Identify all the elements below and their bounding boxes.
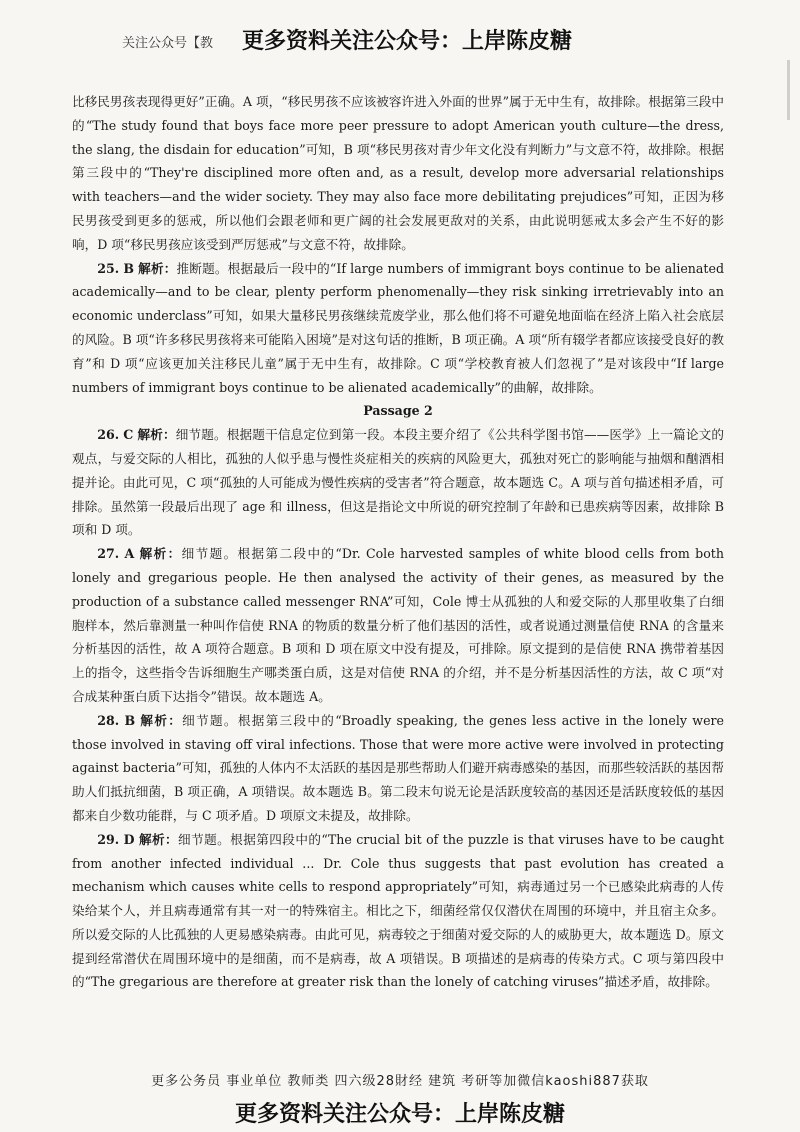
question-number: 26.: [97, 427, 120, 443]
question-26: [72, 423, 724, 542]
answer-letter: B: [123, 260, 134, 276]
header: [0, 22, 800, 62]
analysis-label: 解析：: [140, 712, 183, 728]
footer-note: 更多公务员 事业单位 教师类 四六级28財经 建筑 考研等加微信kaoshi887获取: [151, 1074, 649, 1089]
analysis-text: 细节题。根据第二段中的“Dr. Cole harvested samples of white blood cells from both lonely and gregarious people. He then analysed the activity of their genes, as measured by the production of a substance called messenger RNA”可知，Cole 博士从孤独的人和爱交际的人那里收集了白细胞样本，然后靠测量一种叫作信使 RNA 的物质的数量分析了他们基因的活性，或者说通过测量信使 RNA 的含量来分析基因的活性，故 A 项符合题意。B 项和 D 项在原文中没有提及，可排除。原文提到的是信使 RNA 携带着基因上的指令，这些指令告诉细胞生产哪类蛋白质，这是对信使 RNA 的介绍，并不是分析基因活性的方法，故 C 项“对合成某种蛋白质下达指令”错误。故本题选 A。: [72, 546, 724, 704]
question-number: 28.: [97, 712, 120, 728]
footer-banner: 更多资料关注公众号：上岸陈皮糖: [234, 1102, 565, 1127]
passage-title: Passage 2: [363, 403, 433, 419]
analysis-label: 解析：: [138, 260, 177, 276]
question-27: [72, 542, 724, 709]
analysis-label: 解析：: [137, 427, 176, 443]
answer-letter: B: [124, 712, 136, 728]
document-body: [72, 90, 724, 994]
question-25: [72, 257, 724, 400]
answer-letter: D: [123, 831, 135, 847]
question-number: 29.: [97, 831, 120, 847]
analysis-text: 推断题。根据最后一段中的“If large numbers of immigrant boys continue to be alienated academically—and to be clear, plenty perform phenomenally—they risk sinking irretrievably into an economic underclass”可知，如果大量移民男孩继续荒废学业，那么他们将不可避免地面临在经济上陷入社会底层的风险。B 项“许多移民男孩将来可能陷入困境”是对这句话的推断，B 项正确。A 项“所有辍学者都应该接受良好的教育”和 D 项“应该更加关注移民儿童”属于无中生有，故排除。C 项“学校教育被人们忽视了”是对该段中“If large numbers of immigrant boys continue to be alienated academically”的曲解，故排除。: [72, 260, 724, 395]
question-number: 27.: [97, 546, 120, 562]
analysis-text: 细节题。根据第三段中的“Broadly speaking, the genes less active in the lonely were those involved in staving off viral infections. Those that were more active were involved in protecting against bacteria”可知，孤独的人体内不太活跃的基因是那些帮助人们避开病毒感染的基因，而那些较活跃的基因帮助人们抵抗细菌，B 项正确，A 项错误。故本题选 B。第二段末句说无论是活跃度较高的基因还是活跃度较低的基因都来自少数功能群，与 C 项矛盾。D 项原文未提及，故排除。: [72, 712, 724, 823]
answer-letter: C: [123, 427, 134, 443]
analysis-text: 细节题。根据题干信息定位到第一段。本段主要介绍了《公共科学图书馆——医学》上一篇论文的观点，与爱交际的人相比，孤独的人似乎患与慢性炎症相关的疾病的风险更大，孤独对死亡的影响能与抽烟和酗酒相提并论。由此可见，C 项“孤独的人可能成为慢性疾病的受害者”符合题意，故本题选 C。A 项与首句描述相矛盾，可排除。虽然第一段最后出现了 age 和 illness，但这是指论文中所说的研究控制了年龄和已患疾病等因素，故排除 B 项和 D 项。: [72, 427, 724, 538]
analysis-text: 细节题。根据第四段中的“The crucial bit of the puzzle is that viruses have to be caught from another infected individual ... Dr. Cole thus suggests that past evolution has created a mechanism which causes white cells to respond appropriately”可知，病毒通过另一个已感染此病毒的人传染给某个人，并且病毒通常有其一对一的特殊宿主。相比之下，细菌经常仅仅潜伏在周围的环境中，并且宿主众多。所以爱交际的人比孤独的人更易感染病毒。由此可见，病毒较之于细菌对爱交际的人的威胁更大，故本题选 D。原文提到经常潜伏在周围环境中的是细菌，而不是病毒，故 A 项错误。B 项描述的是病毒的传染方式。C 项与第四段中的“The gregarious are therefore at greater risk than the lonely of catching viruses”描述矛盾，故排除。: [72, 831, 724, 990]
question-number: 25.: [97, 260, 120, 276]
analysis-label: 解析：: [138, 831, 179, 847]
continuation-paragraph: 比移民男孩表现得更好”正确。A 项，“移民男孩不应该被容许进入外面的世界”属于无中生有，故排除。根据第三段中的“The study found that boys face more peer pressure to adopt American youth culture—the dress, the slang, the disdain for education”可知，B 项“移民男孩对青少年文化没有判断力”与文意不符，故排除。根据第三段中的“They're disciplined more often and, as a result, develop more adversarial relationships with teachers—and the wider society. They may also face more debilitating prejudices”可知，正因为移民男孩受到更多的惩戒，所以他们会跟老师和更广阔的社会发展更敌对的关系，由此说明惩戒太多会产生不好的影响，D 项“移民男孩应该受到严厉惩戒”与文意不符，故排除。: [72, 94, 724, 252]
header-banner: 更多资料关注公众号：上岸陈皮糖: [242, 29, 573, 54]
answer-letter: A: [124, 546, 135, 562]
scan-edge-mark: [787, 60, 790, 120]
header-left-text: 关注公众号【教: [122, 36, 214, 51]
question-28: [72, 709, 724, 828]
analysis-label: 解析：: [139, 546, 182, 562]
question-29: [72, 828, 724, 995]
